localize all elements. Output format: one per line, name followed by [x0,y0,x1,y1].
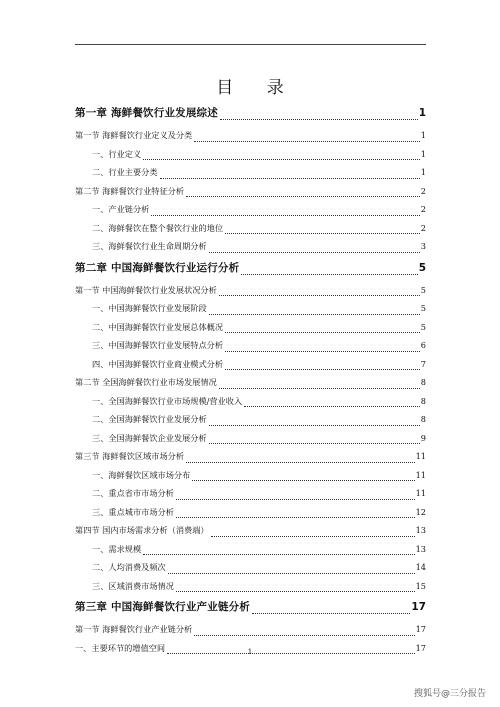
toc-item-entry[interactable] [75,163,426,182]
dot-leader [143,554,414,555]
toc-entry-label: 二、人均消费及频次 [92,562,166,572]
dot-leader [220,119,418,120]
toc-entry-page: 5 [420,321,426,332]
toc-chapter-entry[interactable] [75,103,426,123]
dot-leader [176,499,415,500]
dot-leader [143,159,420,160]
toc-entry-label: 二、全国海鲜餐饮行业发展分析 [92,414,207,424]
toc-entry-label: 第一节 海鲜餐饮行业产业链分析 [75,624,193,634]
dot-leader [219,295,420,296]
dot-leader [209,443,420,444]
toc-entry-page: 8 [420,414,426,424]
dot-leader [219,388,420,389]
toc-entry-label: 第三章 中国海鲜餐饮行业产业链分析 [75,601,251,613]
toc-section-entry[interactable] [75,126,426,145]
toc-section-entry[interactable] [75,521,426,540]
toc-entry-label: 一、主要环节的增值空间 [75,642,166,653]
toc-entry-label: 二、行业主要分类 [92,167,158,177]
toc-item-entry[interactable] [75,355,426,374]
dot-leader [186,196,420,197]
toc-entry-page: 9 [420,432,426,443]
toc-item-entry[interactable] [75,237,426,256]
toc-chapter-entry[interactable] [75,258,426,278]
toc-entry-page: 12 [415,506,426,517]
toc-section-entry[interactable] [75,182,426,201]
toc-entry-page: 14 [415,562,426,572]
toc-section-entry[interactable] [75,373,426,392]
toc-entry-label: 三、海鲜餐饮行业生命周期分析 [92,241,207,251]
toc-entry-label: 第一节 中国海鲜餐饮行业发展状况分析 [75,284,217,295]
toc-chapter-entry[interactable] [75,597,426,617]
toc-entry-page: 5 [420,284,426,295]
toc-entry-page: 8 [420,377,426,387]
toc-entry-page: 5 [418,261,426,274]
toc-entry-label: 一、全国海鲜餐饮行业市场规模/营业收入 [92,395,243,406]
table-of-contents [75,101,426,657]
dot-leader [225,351,420,352]
toc-entry-page: 15 [415,580,426,591]
toc-entry-page: 11 [415,469,426,480]
header-rule [75,44,426,45]
toc-entry-page: 11 [415,488,426,498]
toc-item-entry[interactable] [75,429,426,448]
dot-leader [209,425,420,426]
toc-section-entry[interactable] [75,620,426,639]
toc-item-entry[interactable] [75,336,426,355]
toc-item-entry[interactable] [75,145,426,164]
toc-section-entry[interactable] [75,447,426,466]
toc-entry-label: 三、重点城市市场分析 [92,506,174,517]
toc-item-entry[interactable] [75,318,426,337]
toc-item-entry[interactable] [75,219,426,238]
toc-entry-label: 三、区域消费市场情况 [92,580,174,591]
toc-entry-page: 17 [415,642,426,653]
dot-leader [176,591,415,592]
toc-entry-page: 3 [420,241,426,251]
toc-entry-label: 一、需求规模 [92,543,142,554]
toc-section-entry[interactable] [75,281,426,300]
toc-entry-page: 1 [418,107,426,119]
toc-entry-label: 一、海鲜餐饮区域市场分布 [92,469,191,480]
dot-leader [209,252,420,253]
toc-entry-label: 第一章 海鲜餐饮行业发展综述 [75,107,218,119]
toc-entry-label: 第二章 中国海鲜餐饮行业运行分析 [75,261,240,274]
dot-leader [225,233,420,234]
toc-entry-label: 一、行业定义 [92,148,142,159]
dot-leader [244,406,420,407]
toc-entry-label: 一、产业链分析 [92,204,150,214]
toc-entry-label: 四、中国海鲜餐饮行业商业模式分析 [92,358,224,369]
dot-leader [192,480,414,481]
dot-leader [225,332,420,333]
toc-item-entry[interactable] [75,484,426,503]
dot-leader [252,613,410,614]
toc-entry-label: 第三节 海鲜餐饮区域市场分析 [75,451,185,461]
toc-item-entry[interactable] [75,466,426,485]
dot-leader [151,215,419,216]
toc-item-entry[interactable] [75,392,426,411]
dot-leader [209,314,420,315]
toc-entry-page: 6 [420,340,426,350]
toc-entry-page: 13 [415,525,426,535]
toc-entry-label: 第四节 国内市场需求分析（消费端） [75,525,209,535]
toc-title: 目 录 [216,78,298,98]
toc-entry-page: 1 [420,130,426,140]
toc-entry-page: 17 [415,624,426,634]
page-number: 1 [247,648,253,656]
toc-entry-page: 5 [420,303,426,313]
toc-item-entry[interactable] [75,299,426,318]
toc-entry-label: 第一节 海鲜餐饮行业定义及分类 [75,130,193,140]
toc-entry-page: 11 [415,451,426,461]
watermark: 搜狐号@三分报告 [413,689,486,699]
dot-leader [194,635,414,636]
toc-entry-label: 三、中国海鲜餐饮行业发展特点分析 [92,340,224,350]
toc-entry-label: 第二节 全国海鲜餐饮行业市场发展情况 [75,377,217,387]
dot-leader [225,369,420,370]
toc-entry-page: 13 [415,543,426,554]
toc-entry-page: 7 [420,358,426,369]
toc-entry-page: 8 [420,395,426,406]
toc-entry-label: 二、海鲜餐饮在整个餐饮行业的地位 [92,222,224,233]
dot-leader [176,517,415,518]
toc-item-entry[interactable] [75,577,426,596]
toc-entry-label: 三、全国海鲜餐饮企业发展分析 [92,432,207,443]
dot-leader [186,462,415,463]
dot-leader [168,573,415,574]
toc-entry-page: 2 [420,222,426,233]
toc-entry-page: 2 [420,185,426,196]
toc-item-entry[interactable] [75,540,426,559]
toc-item-entry[interactable] [75,200,426,219]
toc-entry-label: 一、中国海鲜餐饮行业发展阶段 [92,303,207,313]
dot-leader [194,141,420,142]
toc-entry-page: 1 [420,148,426,159]
dot-leader [241,274,417,275]
dot-leader [211,536,415,537]
toc-item-entry[interactable] [75,503,426,522]
toc-entry-page: 17 [411,601,426,613]
dot-leader [160,178,420,179]
toc-entry-label: 二、中国海鲜餐饮行业发展总体概况 [92,321,224,332]
toc-entry-page: 1 [420,167,426,177]
toc-entry-page: 2 [420,204,426,214]
toc-entry-label: 第二节 海鲜餐饮行业特征分析 [75,185,185,196]
toc-item-entry[interactable] [75,558,426,577]
toc-item-entry[interactable] [75,410,426,429]
toc-entry-label: 二、重点省市市场分析 [92,488,174,498]
